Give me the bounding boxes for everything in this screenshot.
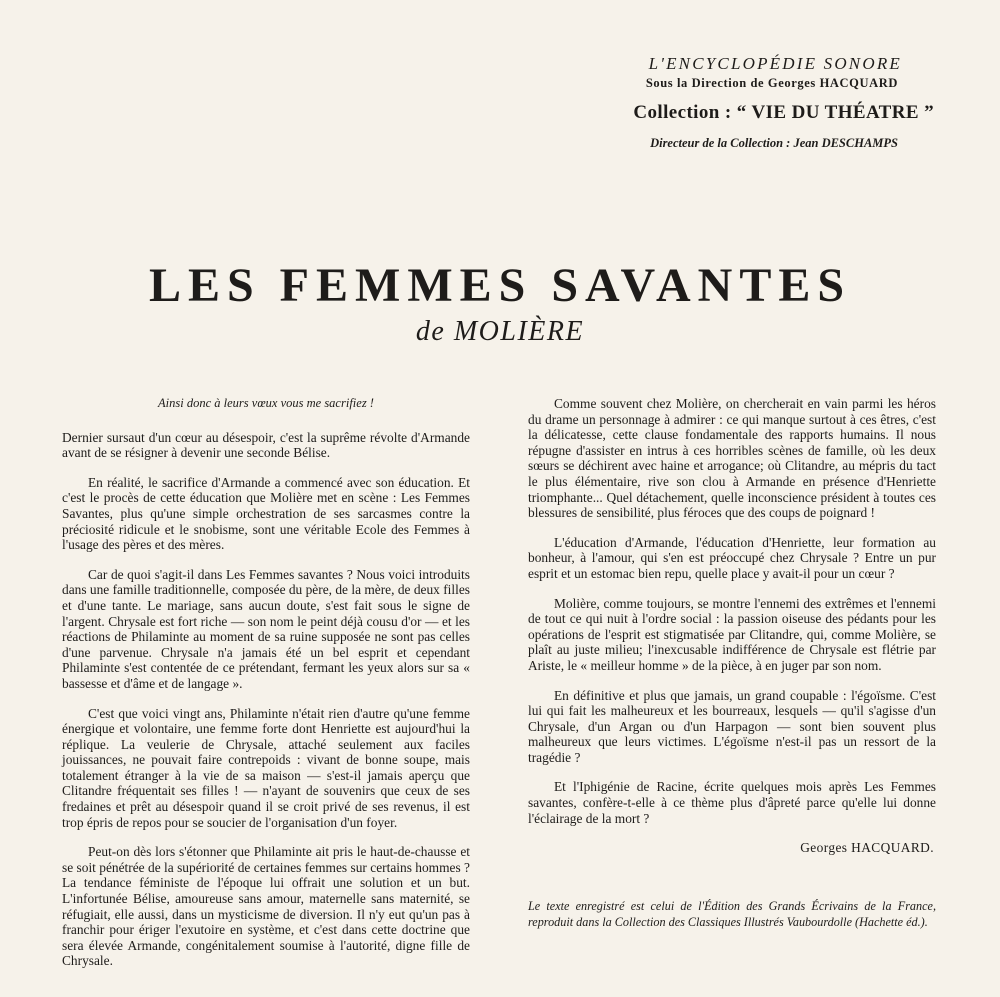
direction-line: Sous la Direction de Georges HACQUARD	[645, 76, 898, 90]
paragraph: Peut-on dès lors s'étonner que Philaminte ait pris le haut-de-chausse et se soit pénétrée de la supériorité de certaines femmes sur certains hommes ? La tendance féministe de l'époque lui offrait une solution et un but. L'infortunée Bélise, amoureuse sans amour, maternelle sans maternité, se réfugiait, elle aussi, dans un mysticisme de diversion. Il n'y eut qu'un pas à franchir pour ériger l'exutoire en système, et c'est dans cette doctrine que sera élevée Armande, congénitalement soumise à l'autorité, digne fille de Chrysale.	[62, 844, 470, 969]
page-title: LES FEMMES SAVANTES	[148, 259, 852, 312]
paragraph: L'éducation d'Armande, l'éducation d'Henriette, leur formation au bonheur, à l'amour, qui s'en est préoccupé chez Chrysale ? Entre un pur esprit et un estomac bien repu, quelle place y avait-il pour un cœur ?	[528, 534, 936, 581]
encyclopedie-title: L'ENCYCLOPÉDIE SONORE	[648, 54, 902, 73]
paragraph: Comme souvent chez Molière, on chercherait en vain parmi les héros du drame un personnage à admirer : ce qui manque surtout à ces êtres, c'est la délicatesse, cette clause fondamentale des rapports humains. Il nous répugne d'assister en intrus à ces horribles scènes de famille, où les deux sœurs se déchirent avec haine et arrogance; où Clitandre, au mépris du tact le plus élémentaire, rive son clou à Armande en présence d'Henriette triomphante... Quel détachement, quelle inconscience président à toutes ces blessures de sensibilité, plus féroces que des coups de poignard !	[528, 396, 936, 521]
paragraph: En réalité, le sacrifice d'Armande a commencé avec son éducation. Et c'est le procès de cette éducation que Molière met en scène : Les Femmes Savantes, plus qu'une simple orchestration de ses sarcasmes contre la préciosité ridicule et le snobisme, sont une véritable Ecole des Femmes à l'usage des pères et des mères.	[62, 474, 470, 553]
paragraph: Et l'Iphigénie de Racine, écrite quelques mois après Les Femmes savantes, confère-t-elle à ce thème plus d'âpreté parce qu'elle lui donne l'éclairage de la mort ?	[528, 779, 936, 826]
paragraph: Dernier sursaut d'un cœur au désespoir, c'est la suprême révolte d'Armande avant de se résigner à devenir une seconde Bélise.	[62, 429, 470, 461]
epigraph-quote: Ainsi donc à leurs vœux vous me sacrifiez !	[158, 396, 374, 410]
author-signature: Georges HACQUARD.	[800, 840, 934, 856]
paragraph: Car de quoi s'agit-il dans Les Femmes savantes ? Nous voici introduits dans une famille traditionnelle, composée du père, de la mère, de deux filles et d'une tante. Le mariage, sans aucun doute, s'est fait sous le signe de l'argent. Chrysale est fort riche — son nom le peint déjà cousu d'or — et les réactions de Philaminte au moment de sa ruine supposée ne sont pas celles d'une parvenue. Chrysale n'a jamais été un bel esprit et cependant Philaminte s'est contentée de ce prétendant, fermant les yeux alors sur sa « bassesse et d'âme et de langage ».	[62, 566, 470, 691]
paragraph: En définitive et plus que jamais, un grand coupable : l'égoïsme. C'est lui qui fait les malheureux et les bourreaux, lesquels — qu'il s'agisse d'un Chrysale, d'un Argan ou d'un Harpagon — sont bien souvent plus malheureux que leurs victimes. L'égoïsme n'est-il pas un ressort de la tragédie ?	[528, 687, 936, 765]
collection-title: Collection : “ VIE DU THÉATRE ”	[633, 102, 934, 123]
right-column	[528, 396, 936, 856]
page-subtitle: de MOLIÈRE	[415, 316, 585, 347]
paragraph: Molière, comme toujours, se montre l'ennemi des extrêmes et l'ennemi de tout ce qui nuit à l'ordre social : la passion oiseuse des pédants pour les opérations de l'esprit est stigmatisée par Clitandre, qui, comme Molière, se plaît au juste milieu; l'inexcusable indifférence de Chrysale est flétrie par Ariste, le « meilleur homme » de la pièce, à en juger par son nom.	[528, 595, 936, 673]
left-column	[62, 396, 470, 983]
paragraph: C'est que voici vingt ans, Philaminte n'était rien d'autre qu'une femme énergique et volontaire, une femme forte dont Henriette est aujourd'hui la réplique. La veulerie de Chrysale, attaché seulement aux faciles jouissances, ne pouvait faire contrepoids : vivant de bonne soupe, mais totalement étranger à la vie de sa maison — s'est-il jamais aperçu que Clitandre fréquentait ses filles ! — n'ayant de souvenirs que ceux de ses fredaines et prêt au désespoir quand il se croit privé de ses revenus, il est trop épris de repos pour se soucier de l'organisation d'un foyer.	[62, 705, 470, 830]
collection-director: Directeur de la Collection : Jean DESCHAMPS	[650, 136, 898, 150]
edition-footnote: Le texte enregistré est celui de l'Édition des Grands Écrivains de la France, reproduit dans la Collection des Classiques Illustrés Vaubourdolle (Hachette éd.).	[528, 899, 936, 929]
